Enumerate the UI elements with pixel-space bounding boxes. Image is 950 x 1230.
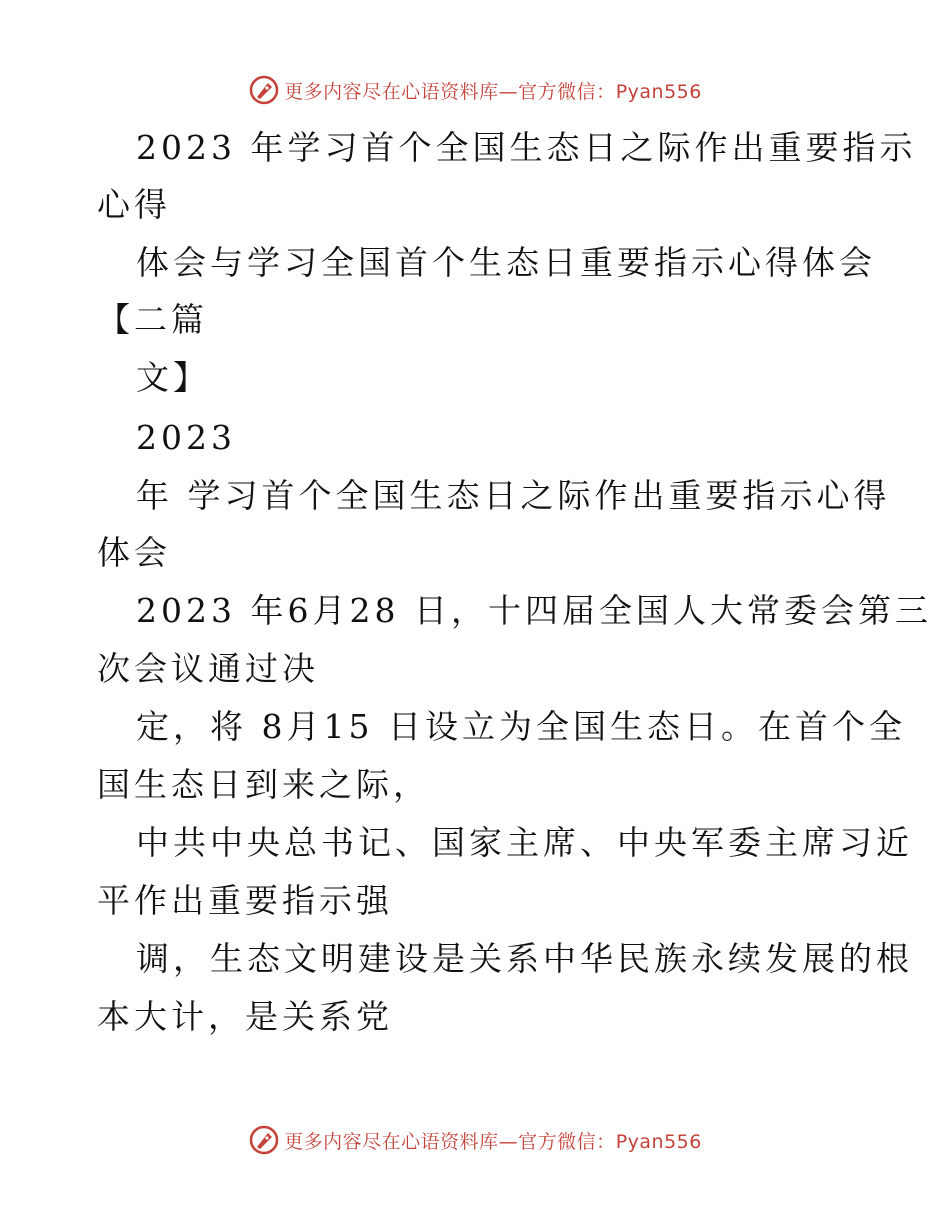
watermark-wechat-label: 官方微信：	[518, 80, 616, 103]
watermark-site: 更多内容尽在心语资料库	[284, 1130, 499, 1153]
watermark-wechat-id: Pyan556	[615, 80, 702, 103]
footer-watermark	[0, 1122, 950, 1158]
text-line: 中共中央总书记、国家主席、中央军委主席习近	[136, 823, 913, 862]
text-line: 2023	[136, 418, 236, 457]
text-line: 体会	[97, 533, 171, 572]
watermark-wechat-id: Pyan556	[615, 1130, 702, 1153]
watermark-site: 更多内容尽在心语资料库	[284, 80, 499, 103]
text-line: 文】	[136, 358, 210, 397]
text-line: 体会与学习全国首个生态日重要指示心得体会	[136, 243, 876, 282]
text-line: 平作出重要指示强	[97, 881, 393, 920]
text-line: 国生态日到来之际，	[97, 765, 430, 804]
text-line: 【二篇	[97, 300, 208, 339]
text-line: 2023 年6月28 日，十四届全国人大常委会第三	[136, 591, 932, 630]
watermark-dash: —	[498, 1130, 519, 1153]
watermark-wechat-label: 官方微信：	[518, 1130, 616, 1153]
text-line: 调，生态文明建设是关系中华民族永续发展的根	[136, 939, 913, 978]
text-line: 年 学习首个全国生态日之际作出重要指示心得	[136, 476, 891, 515]
watermark-text	[284, 1127, 702, 1154]
text-line: 2023 年学习首个全国生态日之际作出重要指示	[136, 128, 917, 167]
text-line: 本大计，是关系党	[97, 997, 393, 1036]
text-line: 心得	[97, 185, 171, 224]
watermark-dash: —	[498, 80, 519, 103]
text-line: 次会议通过决	[97, 649, 319, 688]
text-line: 定，将 8月15 日设立为全国生态日。在首个全	[136, 707, 906, 746]
pen-nib-circle-icon	[248, 1124, 280, 1156]
